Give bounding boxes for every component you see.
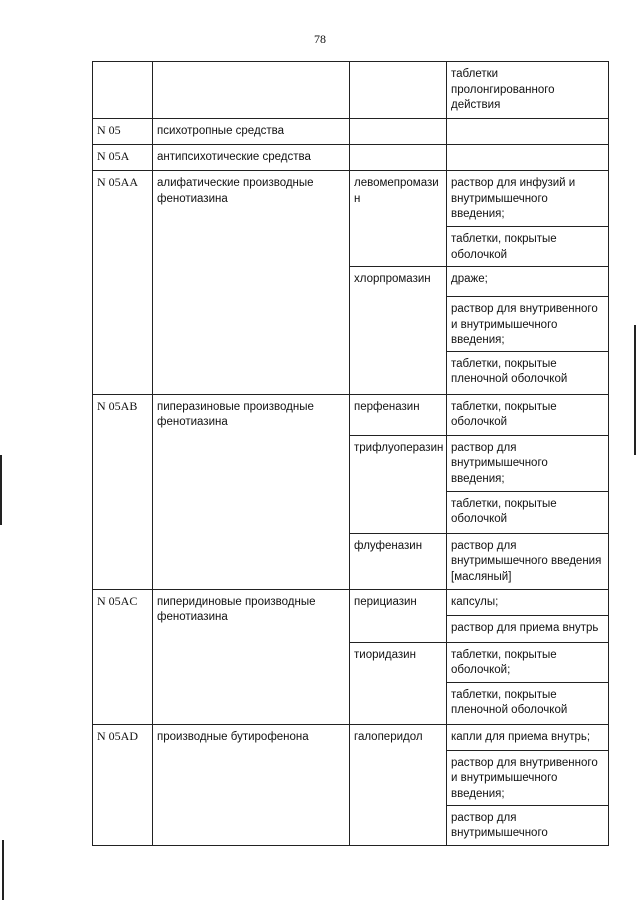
- drug-name-text: перициазин: [354, 595, 417, 608]
- scan-edge-mark: [0, 455, 2, 525]
- drug-name-cell: [350, 724, 447, 845]
- dosage-form-text: капсулы;: [451, 595, 499, 608]
- dosage-form-text: таблетки, покрытые оболочкой;: [451, 648, 557, 676]
- dosage-form-cell: [447, 805, 609, 845]
- dosage-form-text: раствор для внутримышечного введения [масляный]: [451, 539, 602, 583]
- dosage-form-text: раствор для внутримышечного введения;: [451, 441, 548, 485]
- group-name-text: производные бутирофенона: [157, 730, 309, 743]
- drug-name-text: хлорпромазин: [354, 273, 431, 285]
- group-name-text: пиперазиновые производные фенотиазина: [157, 400, 314, 428]
- drug-name-cell: [350, 119, 447, 145]
- dosage-form-text: драже;: [451, 273, 488, 285]
- group-name-text: антипсихотические средства: [157, 151, 311, 163]
- dosage-form-text: капли для приема внутрь;: [451, 730, 591, 743]
- drug-name-cell: [350, 62, 447, 119]
- atc-code-cell: N 05AD: [93, 724, 153, 845]
- dosage-form-text: таблетки пролонгированного действия: [451, 68, 555, 111]
- dosage-form-cell: [447, 589, 609, 615]
- dosage-form-text: раствор для внутривенного и внутримышечного введения;: [451, 756, 598, 800]
- group-name-cell: [153, 724, 350, 845]
- table-row: [93, 724, 609, 750]
- dosage-form-cell: [447, 435, 609, 491]
- table-row: [93, 589, 609, 615]
- dosage-form-cell: [447, 750, 609, 805]
- dosage-form-text: таблетки, покрытые оболочкой: [451, 497, 557, 525]
- group-name-text: алифатические производные фенотиазина: [157, 177, 314, 205]
- group-name-text: пиперидиновые производные фенотиазина: [157, 595, 316, 623]
- group-name-text: психотропные средства: [157, 125, 285, 137]
- dosage-form-text: таблетки, покрытые пленочной оболочкой: [451, 357, 568, 385]
- group-name-cell: [153, 589, 350, 724]
- table-row: [93, 119, 609, 145]
- table-row: [93, 62, 609, 119]
- dosage-form-cell: [447, 145, 609, 171]
- drug-name-cell: [350, 267, 447, 395]
- dosage-form-cell: [447, 491, 609, 533]
- drug-name-cell: [350, 435, 447, 533]
- atc-code-cell: [93, 62, 153, 119]
- drug-name-text: трифлуоперазин: [354, 441, 444, 454]
- dosage-form-text: раствор для внутримышечного: [451, 811, 548, 839]
- dosage-form-text: раствор для приема внутрь: [451, 621, 599, 634]
- drug-name-text: галоперидол: [354, 730, 423, 743]
- atc-code-cell: N 05AB: [93, 394, 153, 589]
- dosage-form-cell: [447, 642, 609, 682]
- group-name-cell: [153, 62, 350, 119]
- atc-code-cell: N 05AC: [93, 589, 153, 724]
- group-name-cell: [153, 394, 350, 589]
- dosage-form-cell: [447, 171, 609, 227]
- dosage-form-cell: [447, 62, 609, 119]
- dosage-form-cell: [447, 682, 609, 724]
- dosage-form-cell: [447, 297, 609, 352]
- group-name-cell: [153, 145, 350, 171]
- group-name-cell: [153, 119, 350, 145]
- dosage-form-text: таблетки, покрытые оболочкой: [451, 400, 557, 428]
- dosage-form-text: таблетки, покрытые пленочной оболочкой: [451, 688, 568, 716]
- drug-name-cell: [350, 642, 447, 724]
- dosage-form-cell: [447, 724, 609, 750]
- dosage-form-text: таблетки, покрытые оболочкой: [451, 233, 557, 261]
- scan-edge-mark: [634, 325, 636, 455]
- drug-name-text: левомепромази н: [354, 177, 439, 205]
- table-row: [93, 171, 609, 227]
- table-row: [93, 145, 609, 171]
- drug-name-cell: [350, 533, 447, 589]
- dosage-form-text: раствор для инфузий и внутримышечного введения;: [451, 177, 576, 220]
- scan-edge-mark: [2, 840, 4, 900]
- atc-code-cell: N 05: [93, 119, 153, 145]
- drug-name-cell: [350, 589, 447, 642]
- dosage-form-cell: [447, 227, 609, 267]
- dosage-form-cell: [447, 394, 609, 435]
- dosage-form-cell: [447, 267, 609, 297]
- atc-code-cell: N 05AA: [93, 171, 153, 395]
- drug-name-text: флуфеназин: [354, 539, 423, 552]
- atc-code-cell: N 05A: [93, 145, 153, 171]
- dosage-form-cell: [447, 351, 609, 394]
- drug-name-cell: [350, 394, 447, 435]
- page-number: 78: [314, 32, 326, 46]
- dosage-form-cell: [447, 615, 609, 642]
- dosage-form-cell: [447, 533, 609, 589]
- dosage-form-text: раствор для внутривенного и внутримышечного введения;: [451, 303, 598, 346]
- table-row: [93, 394, 609, 435]
- dosage-form-cell: [447, 119, 609, 145]
- group-name-cell: [153, 171, 350, 395]
- drug-name-cell: [350, 171, 447, 267]
- drug-table: [92, 61, 609, 846]
- drug-name-text: тиоридазин: [354, 648, 416, 661]
- drug-name-text: перфеназин: [354, 400, 420, 413]
- drug-name-cell: [350, 145, 447, 171]
